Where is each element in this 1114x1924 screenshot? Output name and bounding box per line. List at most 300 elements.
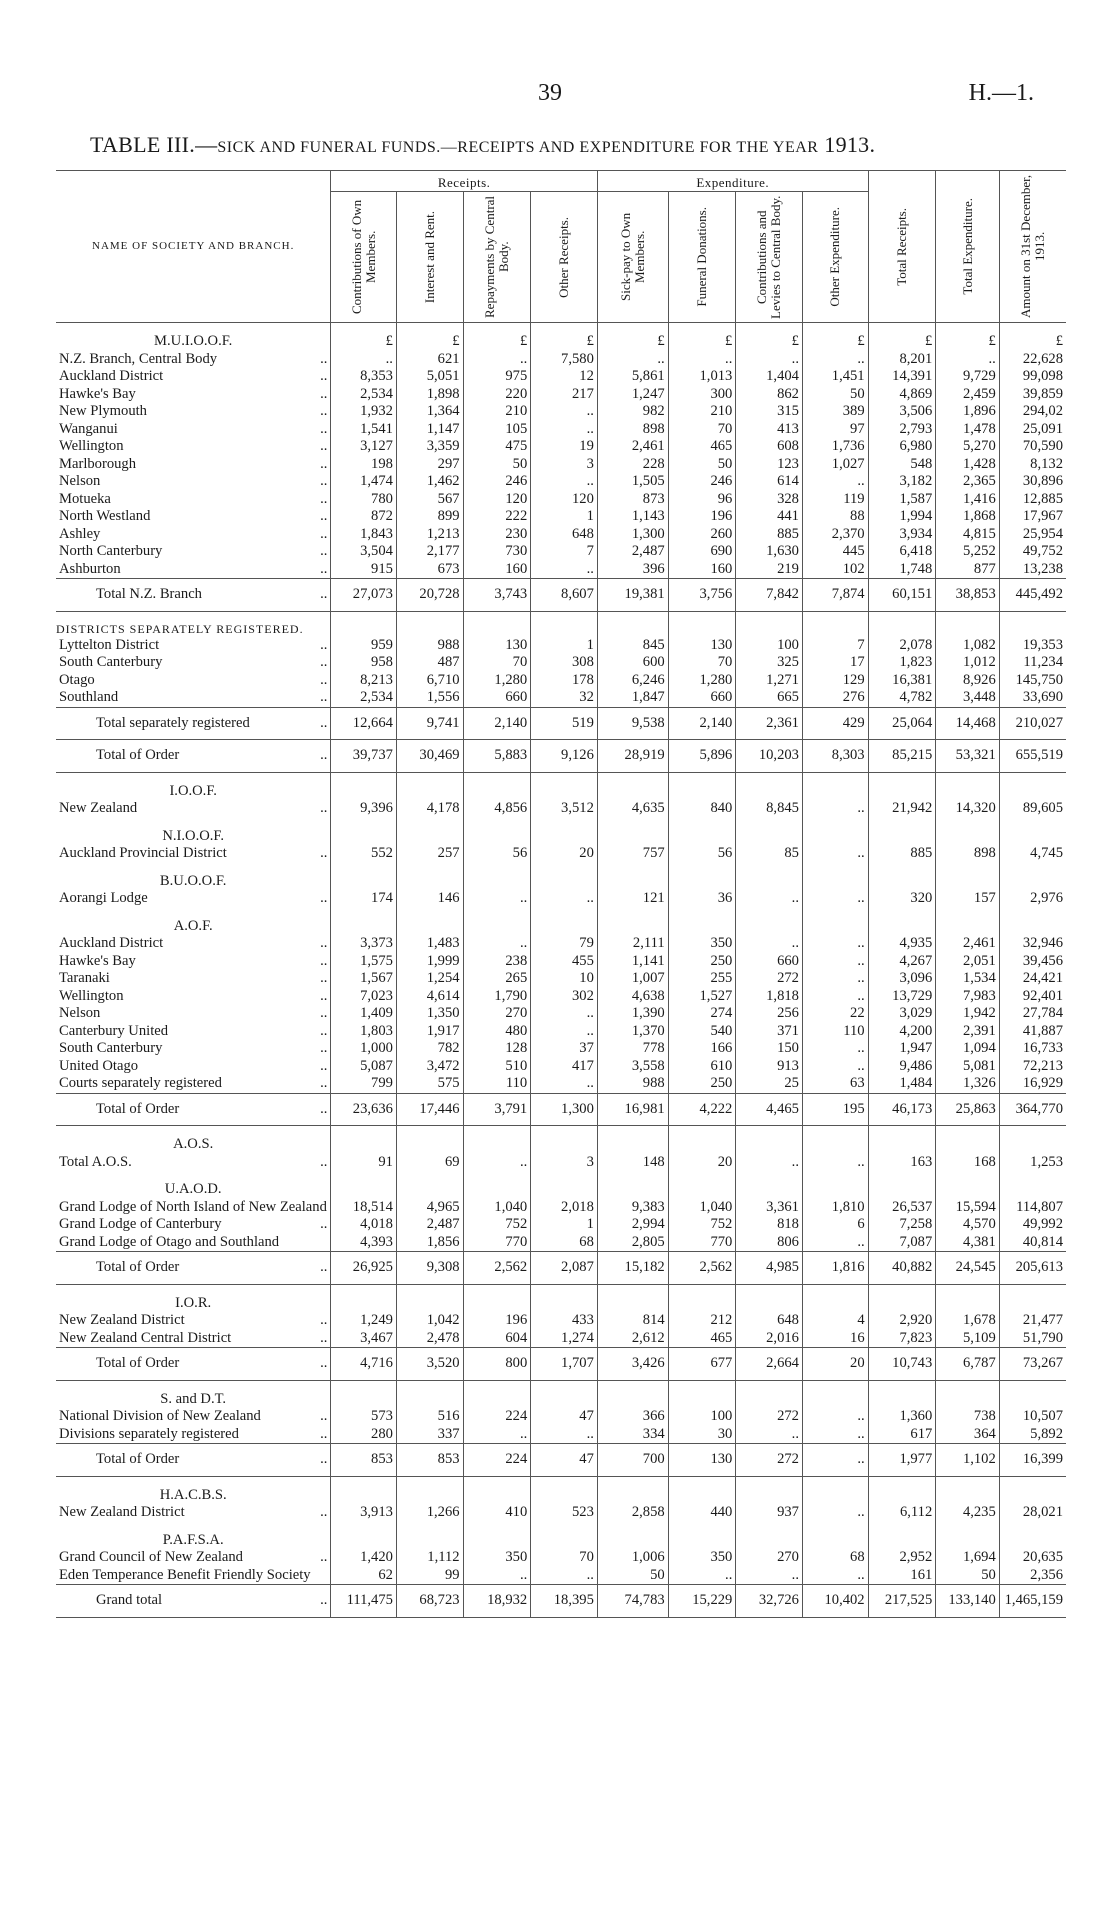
cell-c4: 1,707 (531, 1348, 598, 1381)
cell-c2: 487 (396, 654, 463, 672)
cell-c6: 1,013 (668, 368, 736, 386)
cell-c3 (463, 1171, 531, 1199)
cell-c6: 350 (668, 1549, 736, 1567)
cell-c6 (668, 1126, 736, 1154)
total-row (56, 1585, 1066, 1618)
row-label: New Zealand Central District .. (56, 1330, 331, 1348)
cell-c11: 99,098 (999, 368, 1066, 386)
row-label: Auckland Provincial District .. (56, 845, 331, 863)
row-label: Wellington .. (56, 988, 331, 1006)
cell-c10: 24,545 (936, 1252, 1000, 1285)
cell-c8 (802, 1476, 868, 1504)
cell-c8: 119 (802, 491, 868, 509)
cell-c1 (331, 1380, 397, 1408)
cell-c4: .. (531, 421, 598, 439)
cell-c4: 18,395 (531, 1585, 598, 1618)
cell-c3 (463, 1476, 531, 1504)
cell-c10: 4,381 (936, 1234, 1000, 1252)
cell-c11: 51,790 (999, 1330, 1066, 1348)
cell-c7: .. (736, 935, 803, 953)
cell-c7 (736, 908, 803, 936)
cell-c7 (736, 1284, 803, 1312)
cell-c4: .. (531, 473, 598, 491)
cell-c8 (802, 1171, 868, 1199)
cell-c5: 700 (597, 1444, 668, 1477)
cell-c9: 1,994 (868, 508, 936, 526)
row-label: Total N.Z. Branch .. (56, 579, 331, 612)
cell-c1 (331, 908, 397, 936)
cell-c6: 100 (668, 1408, 736, 1426)
cell-c5: 19,381 (597, 579, 668, 612)
cell-c3: 210 (463, 403, 531, 421)
cell-c8: 195 (802, 1093, 868, 1126)
cell-c7: .. (736, 351, 803, 369)
cell-c11: 5,892 (999, 1426, 1066, 1444)
table-row (56, 561, 1066, 579)
row-label: H.A.C.B.S. (159, 1486, 227, 1503)
cell-c11: 445,492 (999, 579, 1066, 612)
cell-c5: 2,111 (597, 935, 668, 953)
cell-c9: 40,882 (868, 1252, 936, 1285)
col-header-total-expenditure: Total Expenditure. (936, 171, 1000, 323)
section-header-row (56, 772, 1066, 800)
cell-c3: .. (463, 351, 531, 369)
cell-c3: 196 (463, 1312, 531, 1330)
cell-c6: 20 (668, 1154, 736, 1172)
cell-c9: 1,587 (868, 491, 936, 509)
cell-c2: 2,487 (396, 1216, 463, 1234)
cell-c4 (531, 908, 598, 936)
table-row (56, 1058, 1066, 1076)
table-row (56, 1567, 1066, 1585)
cell-c5: 148 (597, 1154, 668, 1172)
cell-c2: 1,266 (396, 1504, 463, 1522)
table-row (56, 672, 1066, 690)
cell-c11: 25,954 (999, 526, 1066, 544)
cell-c10: 7,983 (936, 988, 1000, 1006)
cell-c7: 272 (736, 970, 803, 988)
table-row (56, 1023, 1066, 1041)
cell-c3: .. (463, 890, 531, 908)
cell-c5: £ (597, 323, 668, 351)
cell-c7: 100 (736, 637, 803, 655)
cell-c6: 212 (668, 1312, 736, 1330)
cell-c2: 3,520 (396, 1348, 463, 1381)
cell-c11: 89,605 (999, 800, 1066, 818)
cell-c1: 12,664 (331, 707, 397, 740)
cell-c1: 280 (331, 1426, 397, 1444)
cell-c6 (668, 863, 736, 891)
cell-c9: 4,782 (868, 689, 936, 707)
cell-c2: 673 (396, 561, 463, 579)
row-label: Eden Temperance Benefit Friendly Society (59, 1566, 311, 1583)
cell-c2: 4,178 (396, 800, 463, 818)
cell-c9 (868, 863, 936, 891)
cell-c2: 567 (396, 491, 463, 509)
row-label: Nelson .. (56, 1005, 331, 1023)
cell-c9: 1,947 (868, 1040, 936, 1058)
cell-c3 (463, 1284, 531, 1312)
col-header-other-expenditure: Other Expenditure. (802, 192, 868, 323)
cell-c1 (331, 772, 397, 800)
total-row (56, 1348, 1066, 1381)
cell-c6: .. (668, 351, 736, 369)
cell-c7: 219 (736, 561, 803, 579)
cell-c8: 8,303 (802, 740, 868, 773)
cell-c10: 133,140 (936, 1585, 1000, 1618)
cell-c1: 1,474 (331, 473, 397, 491)
cell-c10: 2,051 (936, 953, 1000, 971)
cell-c7 (736, 818, 803, 846)
row-label: Total of Order .. (56, 1348, 331, 1381)
cell-c1: 780 (331, 491, 397, 509)
row-label: B.U.O.O.F. (159, 872, 227, 889)
cell-c11: 21,477 (999, 1312, 1066, 1330)
cell-c7: 371 (736, 1023, 803, 1041)
cell-c11: 294,02 (999, 403, 1066, 421)
cell-c6: 30 (668, 1426, 736, 1444)
cell-c9 (868, 818, 936, 846)
table-row (56, 1504, 1066, 1522)
title-prefix: TABLE III.— (90, 132, 218, 157)
cell-c5: 988 (597, 1075, 668, 1093)
section-header-row (56, 323, 1066, 351)
col-header-total-receipts: Total Receipts. (868, 171, 936, 323)
cell-c5: 74,783 (597, 1585, 668, 1618)
cell-c7: .. (736, 1154, 803, 1172)
cell-c2: 1,350 (396, 1005, 463, 1023)
cell-c1: 872 (331, 508, 397, 526)
cell-c11: 33,690 (999, 689, 1066, 707)
cell-c4: .. (531, 403, 598, 421)
cell-c1: 573 (331, 1408, 397, 1426)
cell-c9 (868, 1126, 936, 1154)
cell-c7: 937 (736, 1504, 803, 1522)
cell-c4 (531, 863, 598, 891)
cell-c11: 27,784 (999, 1005, 1066, 1023)
cell-c3: 475 (463, 438, 531, 456)
cell-c4: 20 (531, 845, 598, 863)
cell-c10: 1,012 (936, 654, 1000, 672)
cell-c8: .. (802, 351, 868, 369)
cell-c4: 37 (531, 1040, 598, 1058)
row-label: A.O.S. (173, 1136, 214, 1152)
cell-c6: 465 (668, 438, 736, 456)
cell-c3: 56 (463, 845, 531, 863)
cell-c3: 3,791 (463, 1093, 531, 1126)
cell-c10: 5,081 (936, 1058, 1000, 1076)
table-row (56, 368, 1066, 386)
cell-c3: .. (463, 935, 531, 953)
table-row (56, 543, 1066, 561)
cell-c10: 50 (936, 1567, 1000, 1585)
cell-c5 (597, 863, 668, 891)
cell-c9: 548 (868, 456, 936, 474)
cell-c2: 99 (396, 1567, 463, 1585)
cell-c4: 10 (531, 970, 598, 988)
cell-c9: 60,151 (868, 579, 936, 612)
cell-c5 (597, 1476, 668, 1504)
cell-c11: 39,859 (999, 386, 1066, 404)
cell-c6: 255 (668, 970, 736, 988)
row-label: United Otago .. (56, 1058, 331, 1076)
cell-c6: 50 (668, 456, 736, 474)
row-label: Grand Lodge of Canterbury .. (56, 1216, 331, 1234)
cell-c5: 1,141 (597, 953, 668, 971)
cell-c11: 16,733 (999, 1040, 1066, 1058)
col-header-contributions: Contributions of Own Members. (331, 192, 397, 323)
cell-c6: 300 (668, 386, 736, 404)
cell-c8 (802, 863, 868, 891)
cell-c4: 7 (531, 543, 598, 561)
cell-c11: 10,507 (999, 1408, 1066, 1426)
cell-c10: 14,320 (936, 800, 1000, 818)
cell-c10: 1,534 (936, 970, 1000, 988)
table-row (56, 456, 1066, 474)
cell-c10: 1,478 (936, 421, 1000, 439)
cell-c1: 1,575 (331, 953, 397, 971)
cell-c2: 1,856 (396, 1234, 463, 1252)
cell-c5: 2,805 (597, 1234, 668, 1252)
cell-c2: 2,478 (396, 1330, 463, 1348)
cell-c9: 16,381 (868, 672, 936, 690)
col-header-contributions-levies: Contributions and Levies to Central Body. (736, 192, 803, 323)
cell-c9: £ (868, 323, 936, 351)
cell-c5: 1,006 (597, 1549, 668, 1567)
cell-c7 (736, 1522, 803, 1550)
cell-c6: 752 (668, 1216, 736, 1234)
cell-c11: 16,399 (999, 1444, 1066, 1477)
cell-c4: 3 (531, 456, 598, 474)
cell-c9: 885 (868, 845, 936, 863)
cell-c9: 1,823 (868, 654, 936, 672)
cell-c3: 230 (463, 526, 531, 544)
cell-c8: .. (802, 1444, 868, 1477)
table-row (56, 1199, 1066, 1217)
cell-c9 (868, 1476, 936, 1504)
cell-c3: .. (463, 1567, 531, 1585)
cell-c10: 2,461 (936, 935, 1000, 953)
cell-c6: 274 (668, 1005, 736, 1023)
row-label: South Canterbury .. (56, 1040, 331, 1058)
cell-c1: 958 (331, 654, 397, 672)
cell-c11 (999, 863, 1066, 891)
cell-c4: 32 (531, 689, 598, 707)
cell-c4: 1 (531, 1216, 598, 1234)
cell-c3: 350 (463, 1549, 531, 1567)
cell-c8: 20 (802, 1348, 868, 1381)
cell-c11: 49,752 (999, 543, 1066, 561)
cell-c10: .. (936, 351, 1000, 369)
cell-c2: 1,364 (396, 403, 463, 421)
cell-c6: 3,756 (668, 579, 736, 612)
cell-c7: 665 (736, 689, 803, 707)
cell-c5: 2,612 (597, 1330, 668, 1348)
cell-c4: 455 (531, 953, 598, 971)
row-label: I.O.O.F. (169, 782, 217, 799)
cell-c8 (802, 772, 868, 800)
cell-c8: 88 (802, 508, 868, 526)
table-row (56, 845, 1066, 863)
cell-c8: £ (802, 323, 868, 351)
row-label: New Zealand District .. (56, 1504, 331, 1522)
cell-c2: 9,741 (396, 707, 463, 740)
cell-c4: 1,274 (531, 1330, 598, 1348)
cell-c3: 224 (463, 1408, 531, 1426)
table-row (56, 438, 1066, 456)
cell-c10: 2,459 (936, 386, 1000, 404)
cell-c7: 614 (736, 473, 803, 491)
cell-c4: .. (531, 1005, 598, 1023)
cell-c2: 988 (396, 637, 463, 655)
cell-c9: 26,537 (868, 1199, 936, 1217)
cell-c9: 4,267 (868, 953, 936, 971)
cell-c1: 3,913 (331, 1504, 397, 1522)
cell-c2: 1,462 (396, 473, 463, 491)
table-row (56, 935, 1066, 953)
cell-c2: 3,472 (396, 1058, 463, 1076)
cell-c8: .. (802, 1154, 868, 1172)
cell-c9: 7,087 (868, 1234, 936, 1252)
cell-c8: 1,810 (802, 1199, 868, 1217)
cell-c6: 465 (668, 1330, 736, 1348)
cell-c9: 9,486 (868, 1058, 936, 1076)
cell-c2: 6,710 (396, 672, 463, 690)
cell-c7: 85 (736, 845, 803, 863)
cell-c6: 2,562 (668, 1252, 736, 1285)
cell-c11: 364,770 (999, 1093, 1066, 1126)
cell-c7: 818 (736, 1216, 803, 1234)
cell-c8 (802, 611, 868, 637)
col-header-interest-rent: Interest and Rent. (396, 192, 463, 323)
cell-c5: 1,847 (597, 689, 668, 707)
cell-c1 (331, 1171, 397, 1199)
cell-c6: 96 (668, 491, 736, 509)
cell-c3: 160 (463, 561, 531, 579)
cell-c2: 621 (396, 351, 463, 369)
cell-c11: 11,234 (999, 654, 1066, 672)
cell-c3 (463, 863, 531, 891)
cell-c7: 4,985 (736, 1252, 803, 1285)
cell-c7: .. (736, 1426, 803, 1444)
cell-c8: 1,816 (802, 1252, 868, 1285)
cell-c7: 608 (736, 438, 803, 456)
cell-c11: 114,807 (999, 1199, 1066, 1217)
cell-c1: 39,737 (331, 740, 397, 773)
row-label: North Canterbury .. (56, 543, 331, 561)
cell-c2: 853 (396, 1444, 463, 1477)
cell-c4: 12 (531, 368, 598, 386)
cell-c6: 2,140 (668, 707, 736, 740)
cell-c3: 770 (463, 1234, 531, 1252)
cell-c1: 1,249 (331, 1312, 397, 1330)
cell-c5: 1,007 (597, 970, 668, 988)
cell-c11 (999, 1476, 1066, 1504)
cell-c1: 4,018 (331, 1216, 397, 1234)
cell-c4: .. (531, 561, 598, 579)
table-row (56, 473, 1066, 491)
cell-c1 (331, 611, 397, 637)
cell-c9: 1,977 (868, 1444, 936, 1477)
cell-c11: 30,896 (999, 473, 1066, 491)
cell-c3: 2,562 (463, 1252, 531, 1285)
cell-c5: 1,300 (597, 526, 668, 544)
row-label: Grand total .. (56, 1585, 331, 1618)
cell-c7: £ (736, 323, 803, 351)
cell-c11: 1,465,159 (999, 1585, 1066, 1618)
cell-c4: 2,087 (531, 1252, 598, 1285)
cell-c10: 4,815 (936, 526, 1000, 544)
cell-c9: 6,112 (868, 1504, 936, 1522)
cell-c4: 7,580 (531, 351, 598, 369)
cell-c5: 3,426 (597, 1348, 668, 1381)
total-row (56, 740, 1066, 773)
cell-c7: 1,630 (736, 543, 803, 561)
cell-c4: 79 (531, 935, 598, 953)
cell-c8: 129 (802, 672, 868, 690)
expenditure-group-header: Expenditure. (597, 171, 868, 192)
cell-c3: 120 (463, 491, 531, 509)
cell-c10: 6,787 (936, 1348, 1000, 1381)
table-row (56, 1312, 1066, 1330)
cell-c1: 4,393 (331, 1234, 397, 1252)
row-label: N.I.O.O.F. (162, 827, 225, 844)
cell-c3: 2,140 (463, 707, 531, 740)
cell-c9: 10,743 (868, 1348, 936, 1381)
row-label: Nelson .. (56, 473, 331, 491)
cell-c2: 3,359 (396, 438, 463, 456)
cell-c7: 32,726 (736, 1585, 803, 1618)
cell-c5: 982 (597, 403, 668, 421)
cell-c7: 862 (736, 386, 803, 404)
cell-c4 (531, 1476, 598, 1504)
cell-c10: 14,468 (936, 707, 1000, 740)
cell-c9 (868, 908, 936, 936)
table-row (56, 421, 1066, 439)
cell-c11 (999, 1126, 1066, 1154)
cell-c11: 210,027 (999, 707, 1066, 740)
cell-c7 (736, 1126, 803, 1154)
cell-c8: .. (802, 1504, 868, 1522)
cell-c9: 25,064 (868, 707, 936, 740)
cell-c3: .. (463, 1426, 531, 1444)
cell-c7 (736, 772, 803, 800)
cell-c8: 2,370 (802, 526, 868, 544)
cell-c8: 10,402 (802, 1585, 868, 1618)
row-label: Ashburton .. (56, 561, 331, 579)
cell-c3 (463, 1126, 531, 1154)
cell-c4 (531, 1171, 598, 1199)
cell-c6: 246 (668, 473, 736, 491)
cell-c10 (936, 611, 1000, 637)
cell-c9: 3,506 (868, 403, 936, 421)
row-label: Grand Lodge of Otago and Southland (59, 1233, 280, 1250)
title-year: 1913. (824, 132, 876, 157)
cell-c1: 8,213 (331, 672, 397, 690)
cell-c4: 217 (531, 386, 598, 404)
cell-c5: 9,383 (597, 1199, 668, 1217)
row-label: Courts separately registered .. (56, 1075, 331, 1093)
cell-c7: 1,818 (736, 988, 803, 1006)
cell-c8: 22 (802, 1005, 868, 1023)
cell-c10 (936, 1126, 1000, 1154)
cell-c9: 3,182 (868, 473, 936, 491)
cell-c1: 1,541 (331, 421, 397, 439)
row-label: N.Z. Branch, Central Body .. (56, 351, 331, 369)
cell-c11: 8,132 (999, 456, 1066, 474)
cell-c6: 540 (668, 1023, 736, 1041)
cell-c11: £ (999, 323, 1066, 351)
